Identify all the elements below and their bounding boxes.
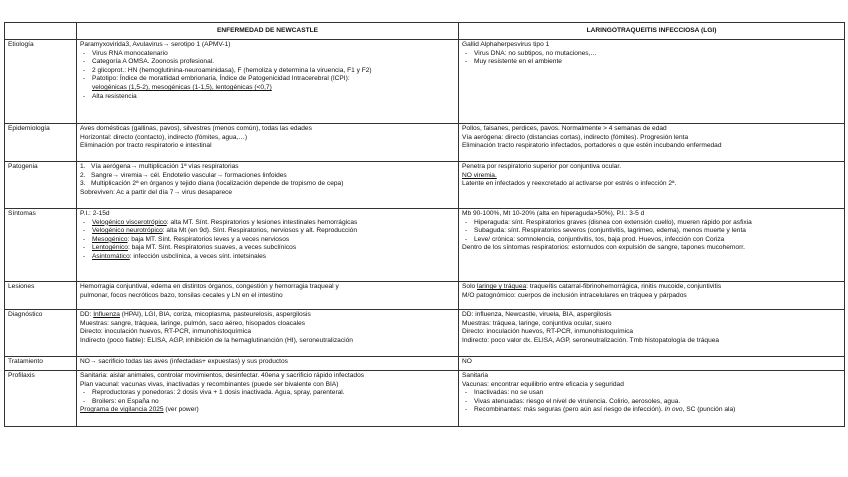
- row-tratamiento: [5, 357, 845, 371]
- row-label: Etiología: [5, 40, 77, 124]
- cell-ndv: P.I.: 2-15d - Velogénico viscerotrópico: alta MT. Sínt. Respiratorios y lesiones intestinales hemorrágicas - Velogénico neurotrópico: alta Mt (en 9d). Sínt. Respiratorios, nerviosos y alt. Reproducción - Mesogénico: baja MT. Sínt. Respiratorios leves y a veces nerviosos - Lentogénico: baja MT. Sínt. Respiratorios suaves, a veces subclínicos - Asintomático: infección usbclínica, a veces sínt. intetsinales: [77, 209, 459, 282]
- row-sintomas: [5, 209, 845, 282]
- row-patogenia: [5, 162, 845, 209]
- cell-lgi: DD: influenza, Newcastle, viruela, BIA, aspergilosis Muestras: tráquea, laringe, conjuntiva ocular, suero Directo: inoculación huevos, RT-PCR, inmunohistoquímica Indirecto: poco valor dx. ELISA, AGP, seroneutralización. Tmb histopatología de tráquea: [459, 310, 845, 357]
- cell-ndv: Hemorragia conjuntival, edema en distintos órganos, congestión y hemorragia traqueal y pulmonar, focos necróticos bazo, tonsilas cecales y LN en el intestino: [77, 282, 459, 310]
- comparison-table: [4, 22, 845, 427]
- row-profilaxis: [5, 371, 845, 427]
- cell-ndv: 1. Vía aerógena→ multiplicación 1ª vías respiratorias 2. Sangre→ viremia→ cél. Endotelio vascular→ formaciones linfoides 3. Multiplicación 2ª en órganos y tejido diana (localización depende de tropismo de cepa) Sobreviven: Ac a partir del día 7→ virus desaparece: [77, 162, 459, 209]
- header-lgi: LARINGOTRAQUEITIS INFECCIOSA (LGI): [459, 23, 845, 40]
- row-epidemiologia: [5, 124, 845, 162]
- cell-lgi: Gallid Alphaherpesvirus tipo 1 - Virus DNA: no subtipos, no mutaciones,… - Muy resistente en el ambiente: [459, 40, 845, 124]
- cell-lgi: NO: [459, 357, 845, 371]
- row-diagnostico: [5, 310, 845, 357]
- row-label: Profilaxis: [5, 371, 77, 427]
- cell-ndv: Aves domésticas (gallinas, pavos), silvestres (menos común), todas las edades Horizontal: directo (contacto), indirecto (fómites, agua,…) Eliminación por tracto respiratorio e intestinal: [77, 124, 459, 162]
- cell-lgi: Pollos, faisanes, perdices, pavos. Normalmente > 4 semanas de edad Vía aerógena: directo (distancias cortas), indirecto (fómites). Progresión lenta Eliminación tracto respiratorio infectados, portadores o que estén incubando enfermedad: [459, 124, 845, 162]
- header-empty: [5, 23, 77, 40]
- cell-ndv: Paramyxovirida3, Avulavirus→ serotipo 1 (APMV-1) - Virus RNA monocatenario - Categoría A OMSA. Zoonosis profesional. - 2 glicoprot.: HN (hemoglutinina-neuroaminidasa), F (hemoliza y determina la viruencia, F1 y F2) - Patotipo: Índice de moratlidad embrionaria, Índice de Patogenicidad Intracerebral (ICPI): velogénicas (1,5-2), mesogénicas (1-1,5), lentogénicas (<0,7) - Alta resistencia: [77, 40, 459, 124]
- cell-ndv: DD: Influenza (HPAI), LGI, BIA, coriza, micoplasma, pasteurelosis, aspergilosis Muestras: sangre, tráquea, laringe, pulmón, saco aéreo, hisopados cloacales Directo: inoculación huevos, RT-PCR, inmunohistoquímica Indirecto (poco fiable): ELISA, AGP, inhibición de la hemaglutinanción (HI), seroneutralización: [77, 310, 459, 357]
- cell-lgi: Sanitaria Vacunas: encontrar equilibrio entre eficacia y seguridad - Inactivadas: no se usan - Vivas atenuadas: riesgo el nivel de virulencia. Colirio, aerosoles, agua. - Recombinantes: más seguras (pero aún así riesgo de infección). In ovo, SC (punción ala): [459, 371, 845, 427]
- header-row: [5, 23, 845, 40]
- header-newcastle: ENFERMEDAD DE NEWCASTLE: [77, 23, 459, 40]
- row-label: Epidemiología: [5, 124, 77, 162]
- cell-lgi: Penetra por respiratorio superior por conjuntiva ocular. NO viremia. Latente en infectados y reexcretado al activarse por estrés o infección 2ª.: [459, 162, 845, 209]
- cell-ndv: Sanitaria: aislar animales, controlar movimientos, desinfectar. 40ena y sacrificio rápido infectados Plan vacunal: vacunas vivas, inactivadas y recombinantes (puede ser bivalente con BIA) - Reproductoras y ponedoras: 2 dosis viva + 1 dosis inactivada. Agua, spray, parenteral. - Broilers: en España no Programa de vigilancia 2025 (ver power): [77, 371, 459, 427]
- cell-lgi: Mb 90-100%, Mt 10-20% (alta en hiperaguda>50%), P.I.: 3-5 d - Hiperaguda: sínt. Respiratorios graves (disnea con extensión cuello), mueren rápido por asfixia - Subaguda: sínt. Respiratorios severos (conjuntivitis, lagrimeo, edema), menos muerte y lenta - Leve/ crónica: somnolencia, conjuntivitis, tos, baja prod. Huevos, infección con Coriza Dentro de los síntomas respiratorios: estornudos con expulsión de sangre, tapones mucohemorr.: [459, 209, 845, 282]
- row-label: Tratamiento: [5, 357, 77, 371]
- cell-ndv: NO→ sacrificio todas las aves (infectadas+ expuestas) y sus productos: [77, 357, 459, 371]
- cell-lgi: Solo laringe y tráquea: traqueítis catarral-fibrinohemorrágica, rinitis mucoide, conjuntivitis M/O patognómico: cuerpos de inclusión intracelulares en tráquea y párpados: [459, 282, 845, 310]
- row-etiologia: [5, 40, 845, 124]
- row-label: Diagnóstico: [5, 310, 77, 357]
- row-label: Síntomas: [5, 209, 77, 282]
- row-lesiones: [5, 282, 845, 310]
- row-label: Patogenia: [5, 162, 77, 209]
- row-label: Lesiones: [5, 282, 77, 310]
